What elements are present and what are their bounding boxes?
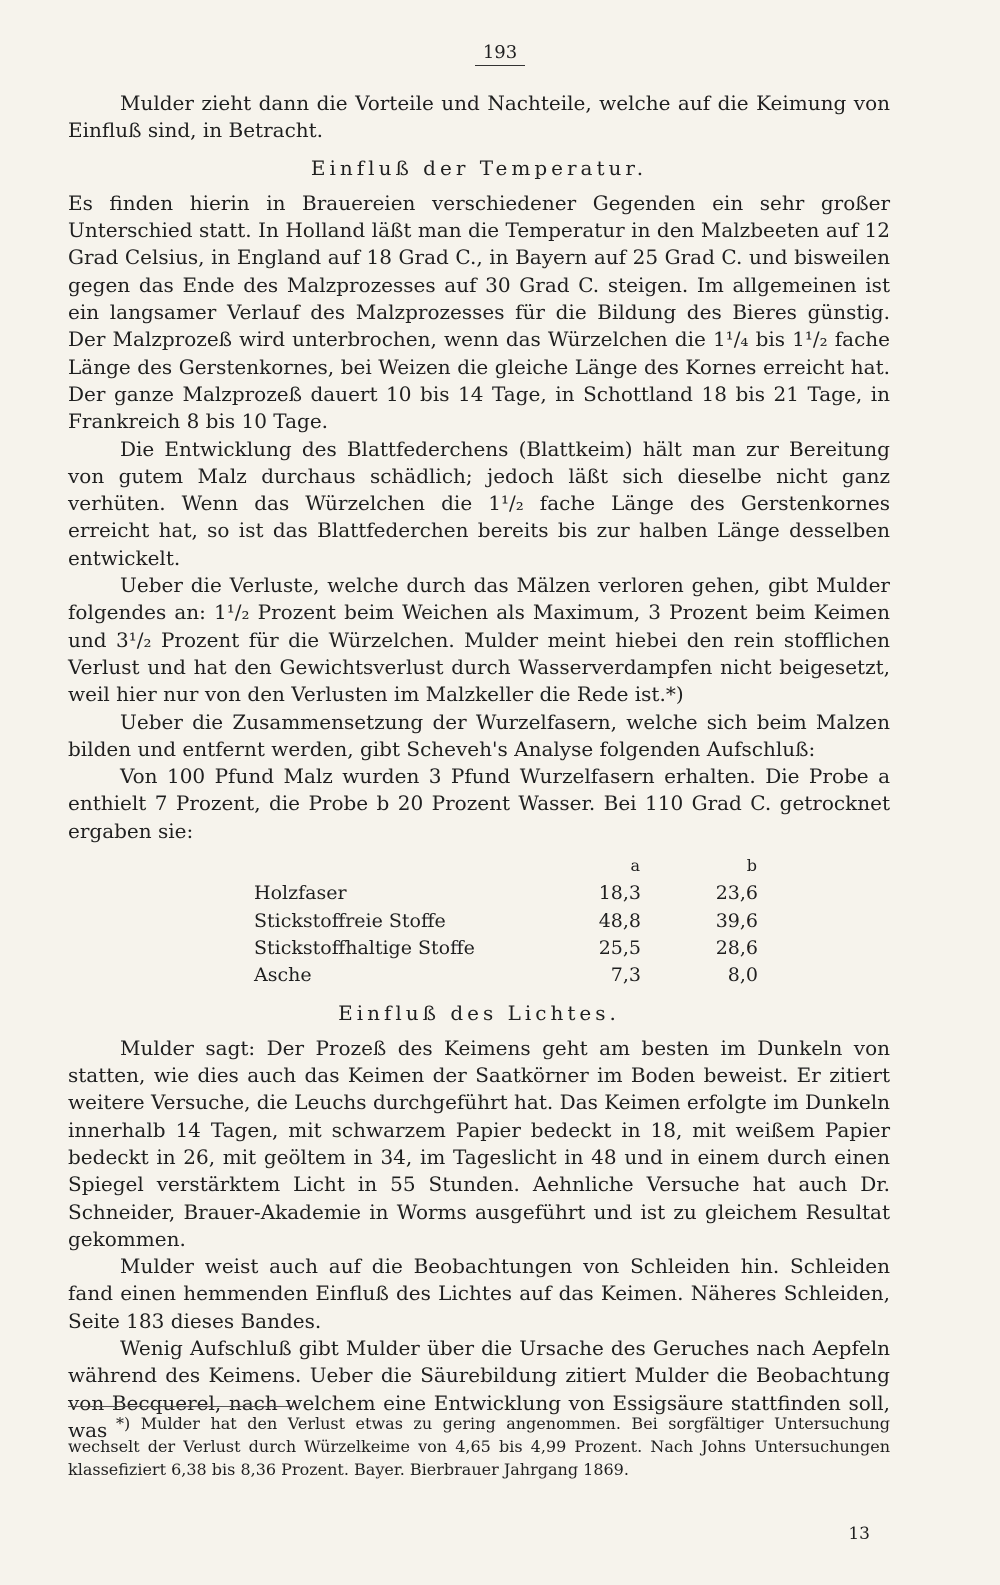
body-text: [68, 90, 890, 1444]
paragraph: Es finden hierin in Brauereien verschiedener Gegenden ein sehr großer Unterschied statt. In Holland läßt man die Temperatur in den Malzbeeten auf 12 Grad Celsius, in England auf 18 Grad C., in Bayern auf 25 Grad C. und bisweilen gegen das Ende des Malzprozesses auf 30 Grad C. steigen. Im allgemeinen ist ein langsamer Verlauf des Malzprozesses für die Bildung des Bieres günstig. Der Malzprozeß wird unterbrochen, wenn das Würzelchen die 1¹/₄ bis 1¹/₂ fache Länge des Gerstenkornes, bei Weizen die gleiche Länge des Kornes erreicht hat. Der ganze Malzprozeß dauert 10 bis 14 Tage, in Schottland 18 bis 21 Tage, in Frankreich 8 bis 10 Tage.: [68, 190, 890, 434]
section-heading-light: Einfluß des Lichtes.: [338, 1000, 620, 1025]
table-header-cell: [254, 851, 524, 880]
footnote-text: *) Mulder hat den Verlust etwas zu gering angenommen. Bei sorgfältiger Untersuchung wechselt der Verlust durch Würzelkeime von 4,65 bis 4,99 Prozent. Nach Johns Untersuchungen klassefiziert 6,38 bis 8,36 Prozent. Bayer. Bierbrauer Jahrgang 1869.: [68, 1414, 890, 1479]
paragraph: Mulder weist auch auf die Beobachtungen von Schleiden hin. Schleiden fand einen hemmenden Einfluß des Lichtes auf das Keimen. Näheres Schleiden, Seite 183 dieses Bandes.: [68, 1254, 890, 1333]
table-cell: 23,6: [715, 882, 758, 905]
table-header-row: [254, 851, 758, 880]
table-header-cell: b: [746, 856, 757, 876]
table-cell: 18,3: [598, 882, 641, 905]
intro-paragraph: Mulder zieht dann die Vorteile und Nachteile, welche auf die Keimung von Einfluß sind, in Betracht.: [68, 91, 890, 143]
paragraph: Ueber die Zusammensetzung der Wurzelfasern, welche sich beim Malzen bilden und entfernt werden, gibt Scheveh's Analyse folgenden Aufschluß:: [68, 709, 890, 761]
table-row: [254, 935, 758, 962]
table-row: [254, 880, 758, 907]
table-row: [254, 962, 758, 989]
paragraph: Die Entwicklung des Blattfederchens (Blattkeim) hält man zur Bereitung von gutem Malz durchaus schädlich; jedoch läßt sich dieselbe nicht ganz verhüten. Wenn das Würzelchen die 1¹/₂ fache Länge des Gerstenkornes erreicht hat, so ist das Blattfederchen bereits bis zur halben Länge desselben entwickelt.: [68, 436, 890, 570]
printer-signature-mark: 13: [848, 1524, 870, 1544]
paragraph: Ueber die Verluste, welche durch das Mälzen verloren gehen, gibt Mulder folgendes an: 1¹/₂ Prozent beim Weichen als Maximum, 3 Prozent beim Keimen und 3¹/₂ Prozent für die Würzelchen. Mulder meint hiebei den rein stofflichen Verlust und hat den Gewichtsverlust durch Wasserverdampfen nicht beigesetzt, weil hier nur von den Verlusten im Malzkeller die Rede ist.*): [68, 573, 890, 707]
page-number: 193: [0, 42, 1000, 63]
table-cell: Holzfaser: [254, 882, 347, 905]
section-heading-temperature: Einfluß der Temperatur.: [310, 155, 648, 180]
footnote: [68, 1412, 890, 1481]
table-cell: 28,6: [715, 936, 758, 959]
table-cell: 8,0: [727, 964, 758, 987]
table-cell: Asche: [254, 964, 312, 987]
table-row: [254, 908, 758, 935]
table-cell: 7,3: [610, 964, 641, 987]
table-cell: Stickstoffhaltige Stoffe: [254, 936, 475, 959]
table-cell: 48,8: [598, 909, 641, 932]
analysis-table: [254, 851, 758, 989]
table-header-cell: a: [630, 856, 640, 876]
table-cell: Stickstoffreie Stoffe: [254, 909, 446, 932]
table-cell: 39,6: [715, 909, 758, 932]
footnote-divider: [68, 1406, 294, 1407]
paragraph: Von 100 Pfund Malz wurden 3 Pfund Wurzelfasern erhalten. Die Probe a enthielt 7 Prozent, die Probe b 20 Prozent Wasser. Bei 110 Grad C. getrocknet ergaben sie:: [68, 764, 890, 843]
paragraph: Wenig Aufschluß gibt Mulder über die Ursache des Geruches nach Aepfeln während des Keimens. Ueber die Säurebildung zitiert Mulder die Beobachtung von Becquerel, nach welchem eine Entwicklung von Essigsäure stattfinden soll, was: [68, 1336, 890, 1442]
table-cell: 25,5: [598, 936, 641, 959]
paragraph: Mulder sagt: Der Prozeß des Keimens geht am besten im Dunkeln von statten, wie dies auch das Keimen der Saatkörner im Boden beweist. Er zitiert weitere Versuche, die Leuchs durchgeführt hat. Das Keimen erfolgte im Dunkeln innerhalb 14 Tagen, mit schwarzem Papier bedeckt in 18, mit weißem Papier bedeckt in 26, mit geöltem in 34, im Tageslicht in 48 und in einem durch einen Spiegel verstärktem Licht in 55 Stunden. Aehnliche Versuche hat auch Dr. Schneider, Brauer-Akademie in Worms ausgeführt und ist zu gleichem Resultat gekommen.: [68, 1035, 890, 1251]
